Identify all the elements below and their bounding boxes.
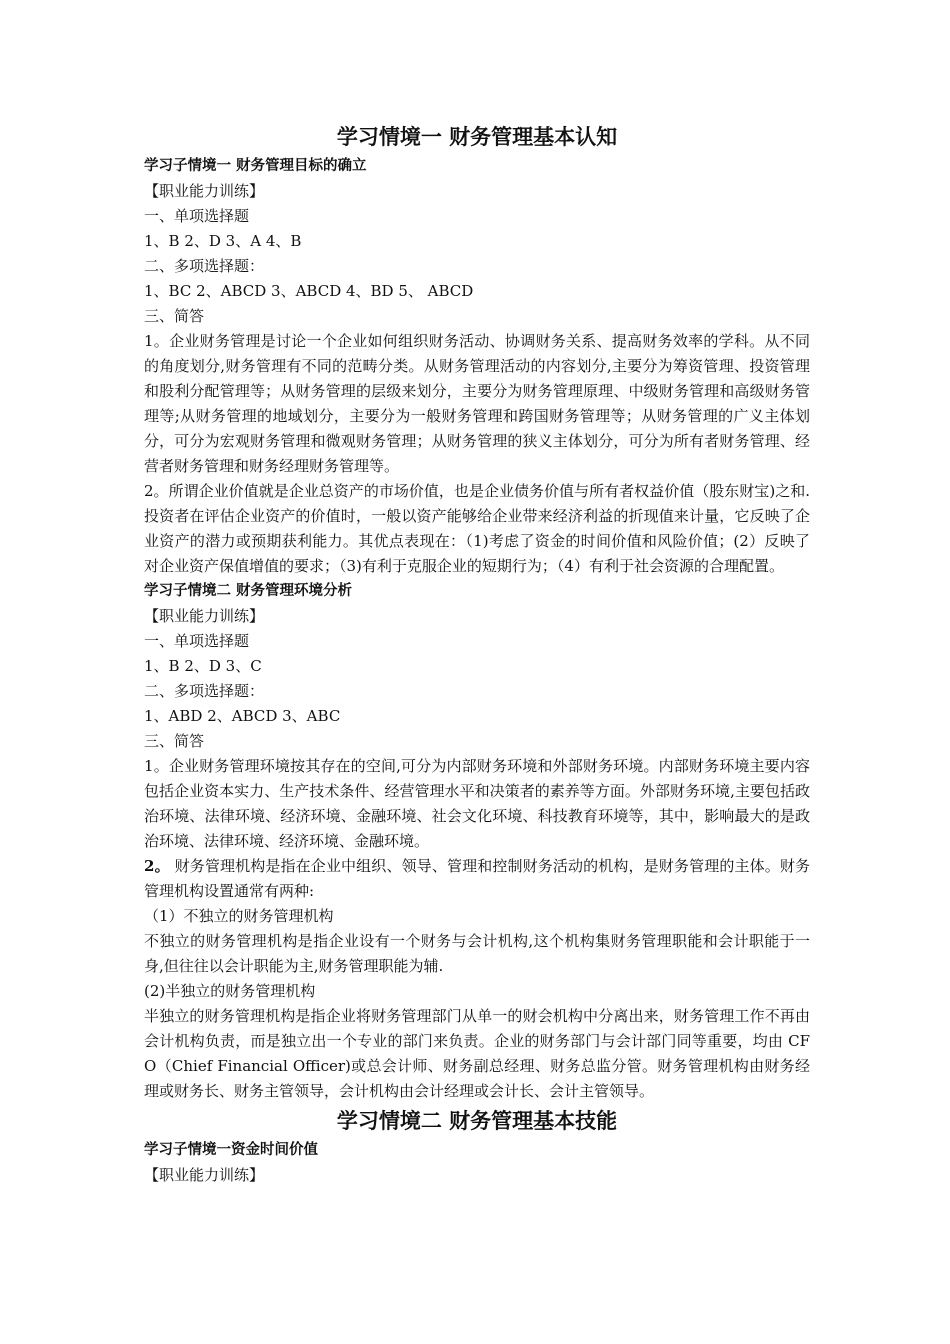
section2-sub1-training: 【职业能力训练】 — [144, 1166, 265, 1184]
section1-sub2-q2-item2-text: 半独立的财务管理机构是指企业将财务管理部门从单一的财会机构中分离出来，财务管理工作不再由会计机构负责，而是独立出一个专业的部门来负责。企业的财务部门与会计部门同等重要，均由 CFO（Chief Financial Officer)或总会计师、财务副总经理、财务总监分管。财务管理机构由财务经理或财务长、财务主管领导，会计机构由会计经理或会计长、会计主管领导。 — [144, 1007, 810, 1100]
section1-sub2-training: 【职业能力训练】 — [144, 607, 265, 625]
section1-sub2-q2-item1-title: （1）不独立的财务管理机构 — [144, 907, 334, 925]
section1-sub2-q2-item2-title: (2)半独立的财务管理机构 — [144, 982, 316, 1000]
section1-sub2-single-title: 一、单项选择题 — [144, 632, 250, 650]
section1-sub2-multi-answers: 1、ABD 2、ABCD 3、ABC — [144, 707, 341, 725]
section2-title: 学习情境二 财务管理基本技能 — [336, 1108, 618, 1133]
section2-sub1-title: 学习子情境一资金时间价值 — [144, 1142, 318, 1158]
section1-sub1-short-title: 三、简答 — [144, 307, 205, 325]
section1-sub1-q1: 1。企业财务管理是讨论一个企业如何组织财务活动、协调财务关系、提高财务效率的学科。从不同的角度划分,财务管理有不同的范畴分类。从财务管理活动的内容划分,主要分为筹资管理、投资管理和股利分配管理等；从财务管理的层级来划分，主要分为财务管理原理、中级财务管理和高级财务管理等;从财务管理的地域划分，主要分为一般财务管理和跨国财务管理等；从财务管理的广义主体划分，可分为宏观财务管理和微观财务管理；从财务管理的狭义主体划分，可分为所有者财务管理、经营者财务管理和财务经理财务管理等。 — [144, 332, 810, 475]
section1-sub1-q2: 2。所谓企业价值就是企业总资产的市场价值，也是企业债务价值与所有者权益价值（股东财宝)之和.投资者在评估企业资产的价值时，一般以资产能够给企业带来经济利益的折现值来计量，它反映了企业资产的潜力或预期获利能力。其优点表现在：（1)考虑了资金的时间价值和风险价值；(2）反映了对企业资产保值增值的要求；（3)有利于克服企业的短期行为；（4）有利于社会资源的合理配置。 — [144, 482, 810, 575]
section1-sub1-title: 学习子情境一 财务管理目标的确立 — [144, 158, 367, 174]
section1-sub2-short-title: 三、简答 — [144, 732, 205, 750]
section1-sub2-title: 学习子情境二 财务管理环境分析 — [144, 583, 353, 599]
section1-sub2-q2-item1-text: 不独立的财务管理机构是指企业设有一个财务与会计机构,这个机构集财务管理职能和会计职能于一身,但往往以会计职能为主,财务管理职能为辅. — [144, 932, 810, 975]
section1-sub2-q2-text: 财务管理机构是指在企业中组织、领导、管理和控制财务活动的机构，是财务管理的主体。财务管理机构设置通常有两种: — [144, 857, 810, 900]
section1-title: 学习情境一 财务管理基本认知 — [336, 124, 618, 149]
section1-sub2-q2-lead: 2。 — [144, 857, 170, 875]
section1-sub1-single-answers: 1、B 2、D 3、A 4、B — [144, 232, 302, 250]
section1-sub1-single-title: 一、单项选择题 — [144, 207, 250, 225]
section1-sub2-multi-title: 二、多项选择题： — [144, 682, 265, 700]
section1-sub1-multi-title: 二、多项选择题： — [144, 257, 265, 275]
section1-sub1-training: 【职业能力训练】 — [144, 182, 265, 200]
section1-sub2-single-answers: 1、B 2、D 3、C — [144, 657, 262, 675]
section1-sub2-q1: 1。企业财务管理环境按其存在的空间,可分为内部财务环境和外部财务环境。内部财务环境主要内容包括企业资本实力、生产技术条件、经营管理水平和决策者的素养等方面。外部财务环境,主要包括政治环境、法律环境、经济环境、金融环境、社会文化环境、科技教育环境等，其中，影响最大的是政治环境、法律环境、经济环境、金融环境。 — [144, 757, 810, 850]
section1-sub2-q2 — [144, 854, 810, 904]
section1-sub1-multi-answers: 1、BC 2、ABCD 3、ABCD 4、BD 5、 ABCD — [144, 282, 474, 300]
